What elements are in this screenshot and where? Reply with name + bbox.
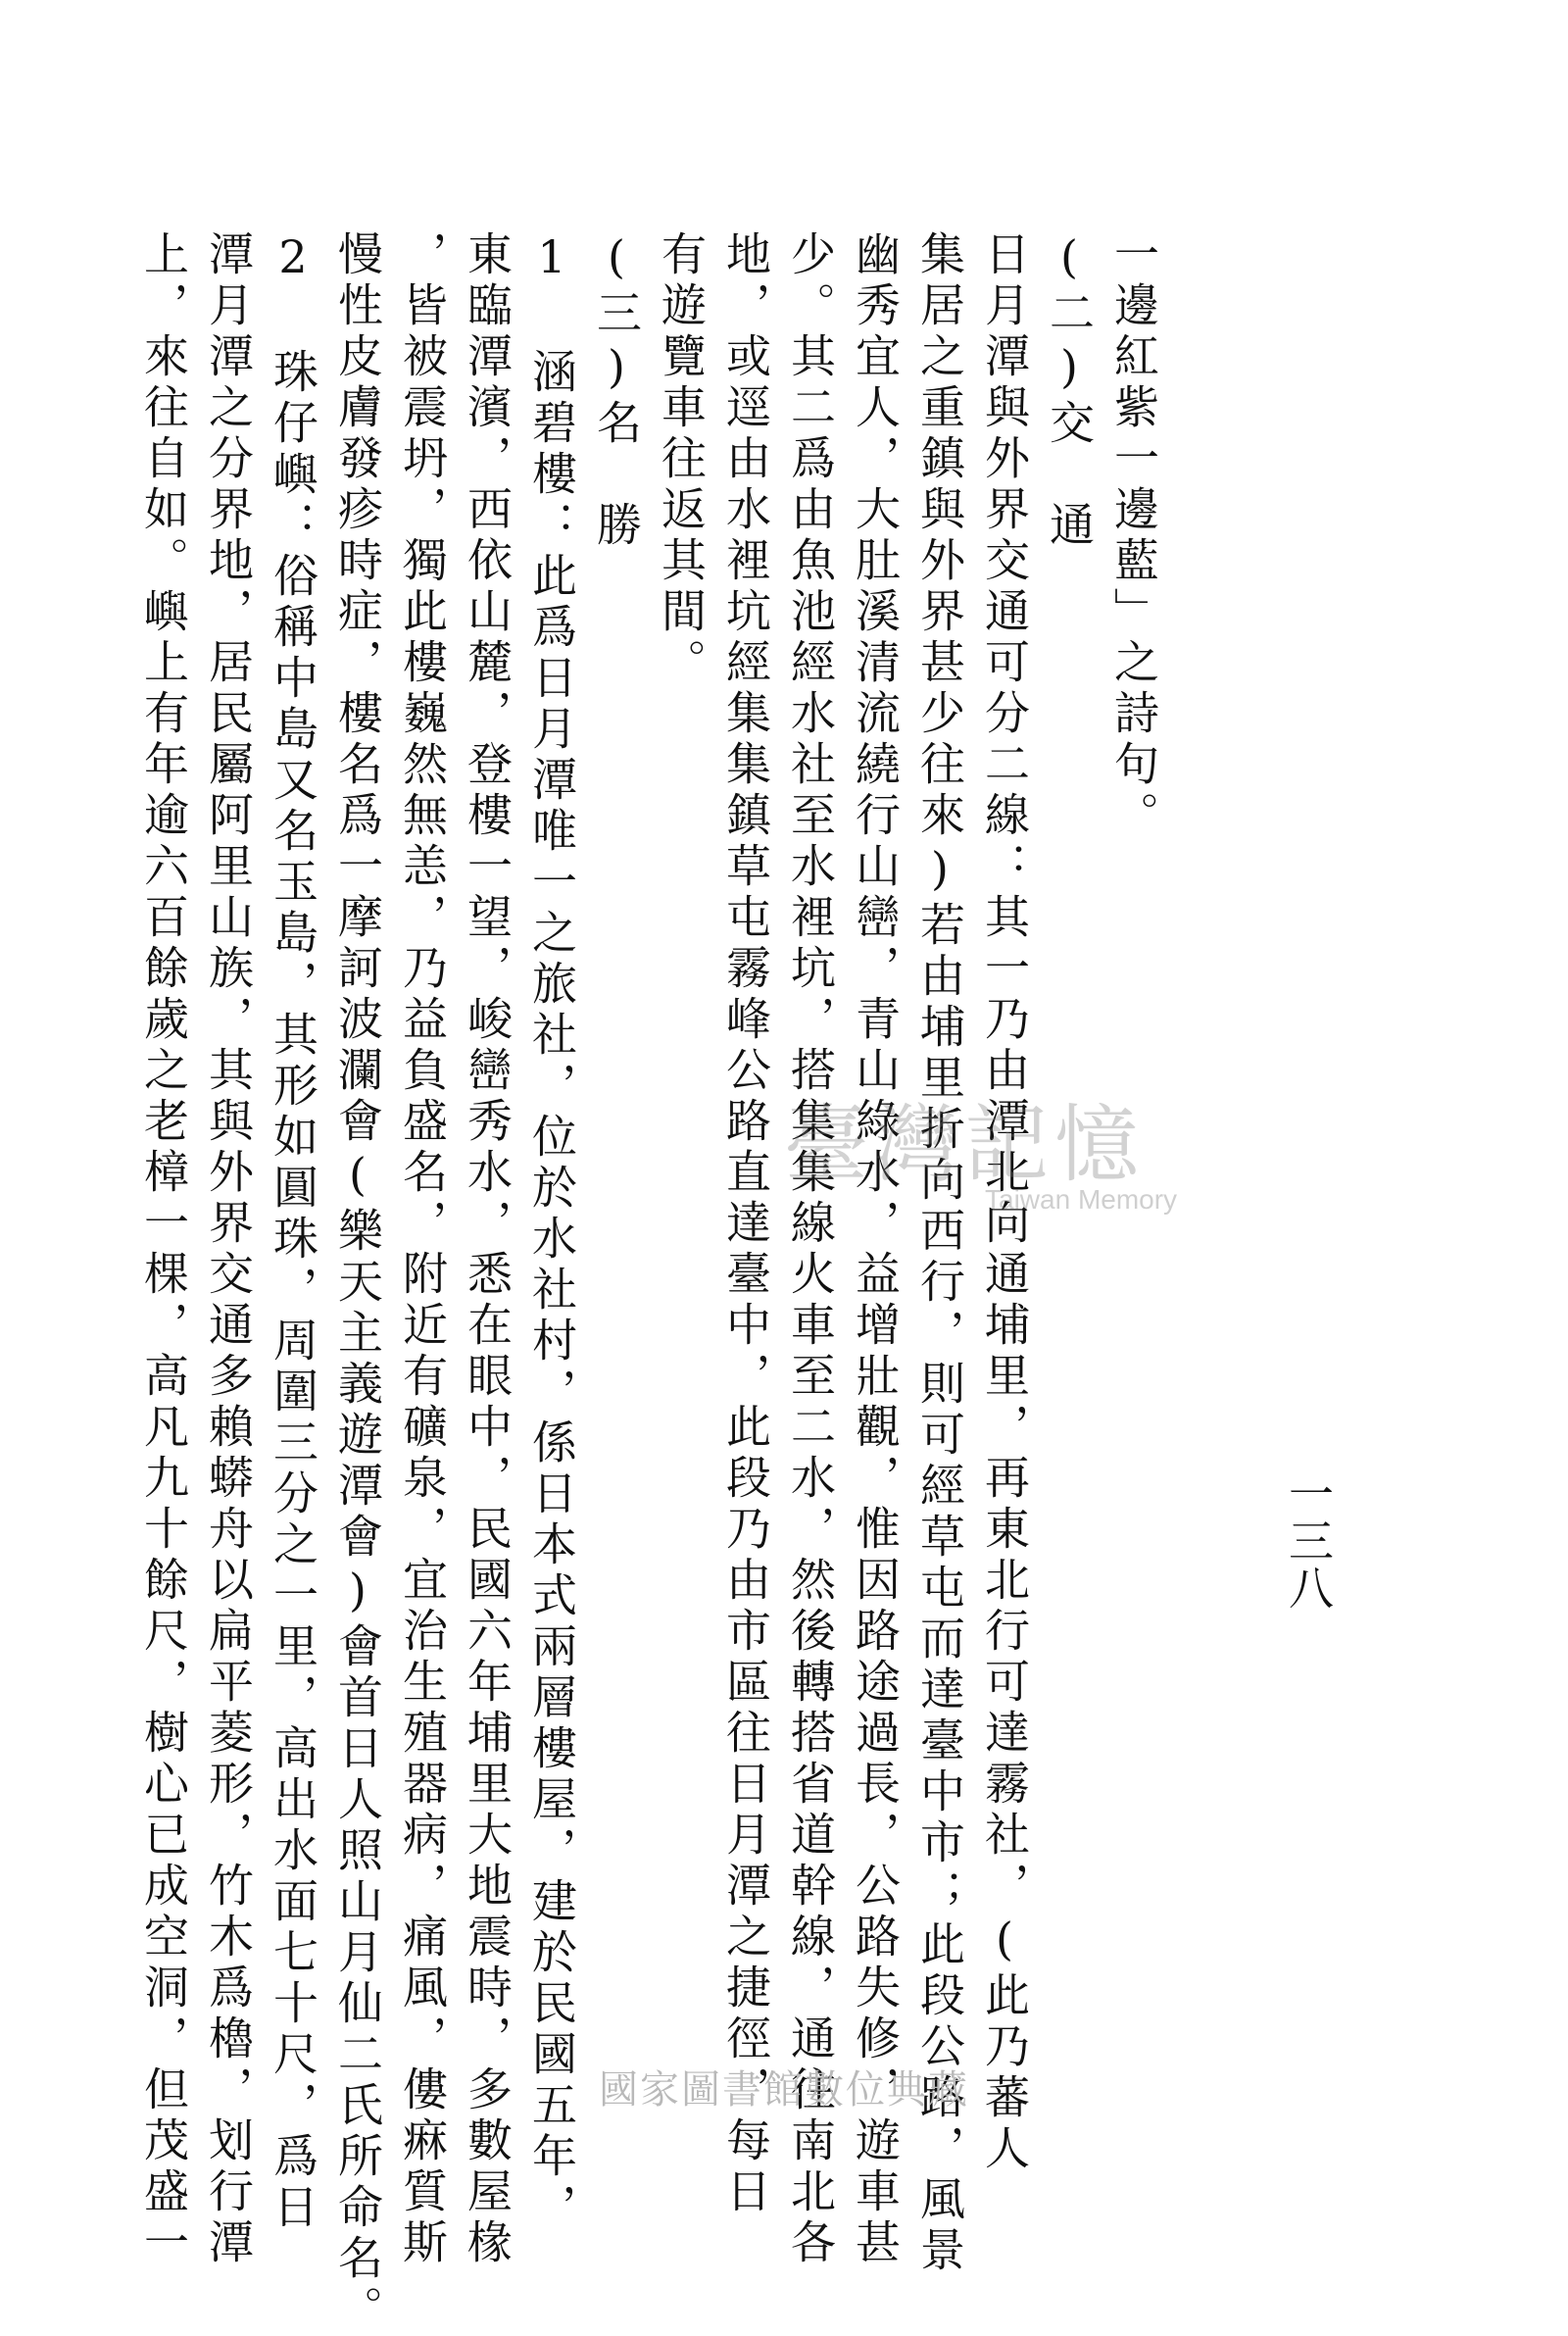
text-line: 集居之重鎮與外界甚少往來)若由埔里折向西行，則可經草屯而達臺中市；此段公路，風景 [913,230,966,2277]
page-number: 一三八 [1282,1470,1335,1612]
text-line: 幽秀宜人，大肚溪清流繞行山巒，青山綠水，益增壯觀，惟因路途過長，公路失修，遊車甚 [849,230,902,2269]
text-line: 地，或逕由水裡坑經集集鎮草屯霧峰公路直達臺中，此段乃由市區往日月潭之捷徑，每日 [719,230,772,2218]
text-line: 潭月潭之分界地，居民屬阿里山族，其與外界交通多賴蟒舟以扁平菱形，竹木爲櫓，划行潭 [202,230,255,2269]
text-line: 1 涵碧樓：此爲日月潭唯一之旅社，位於水社村，係日本式兩層樓屋，建於民國五年， [525,230,578,2234]
text-line: 少。其二爲由魚池經水社至水裡坑，搭集集線火車至二水，然後轉搭省道幹線，通往南北各 [784,230,837,2269]
library-credit: 國家圖書館數位典藏 [599,2068,969,2112]
text-line: 上，來往自如。嶼上有年逾六百餘歲之老樟一棵，高凡九十餘尺，樹心已成空洞，但茂盛一 [137,230,190,2269]
text-line: 日月潭與外界交通可分二線：其一乃由潭北向通埔里，再東北行可達霧社，(此乃蕃人 [978,230,1031,2175]
text-line: 一邊紅紫一邊藍」之詩句。 [1107,230,1160,842]
text-line: ，皆被震坍，獨此樓巍然無恙，乃益負盛名，附近有礦泉，宜治生殖器病，痛風，僂痳質斯 [396,230,449,2269]
text-line: 慢性皮膚發疹時症，樓名爲一摩訶波瀾會(樂天主義遊潭會)會首日人照山月仙二氏所命名。 [331,230,384,2336]
section-heading-scenic-spots: (三)名 勝 [590,230,643,552]
watermark-subtitle: Taiwan Memory [985,1184,1178,1215]
text-line: 東臨潭濱，西依山麓，登樓一望，峻巒秀水，悉在眼中，民國六年埔里大地震時，多數屋椽 [461,230,514,2269]
watermark-title: 臺灣記憶 [784,1096,1145,1194]
text-line: 有遊覽車往返其間。 [655,230,708,689]
section-heading-transport: (二)交 通 [1043,230,1096,552]
text-line: 2 珠仔嶼：俗稱中島又名玉島，其形如圓珠，周圍三分之一里，高出水面七十尺，爲日 [267,230,319,2234]
